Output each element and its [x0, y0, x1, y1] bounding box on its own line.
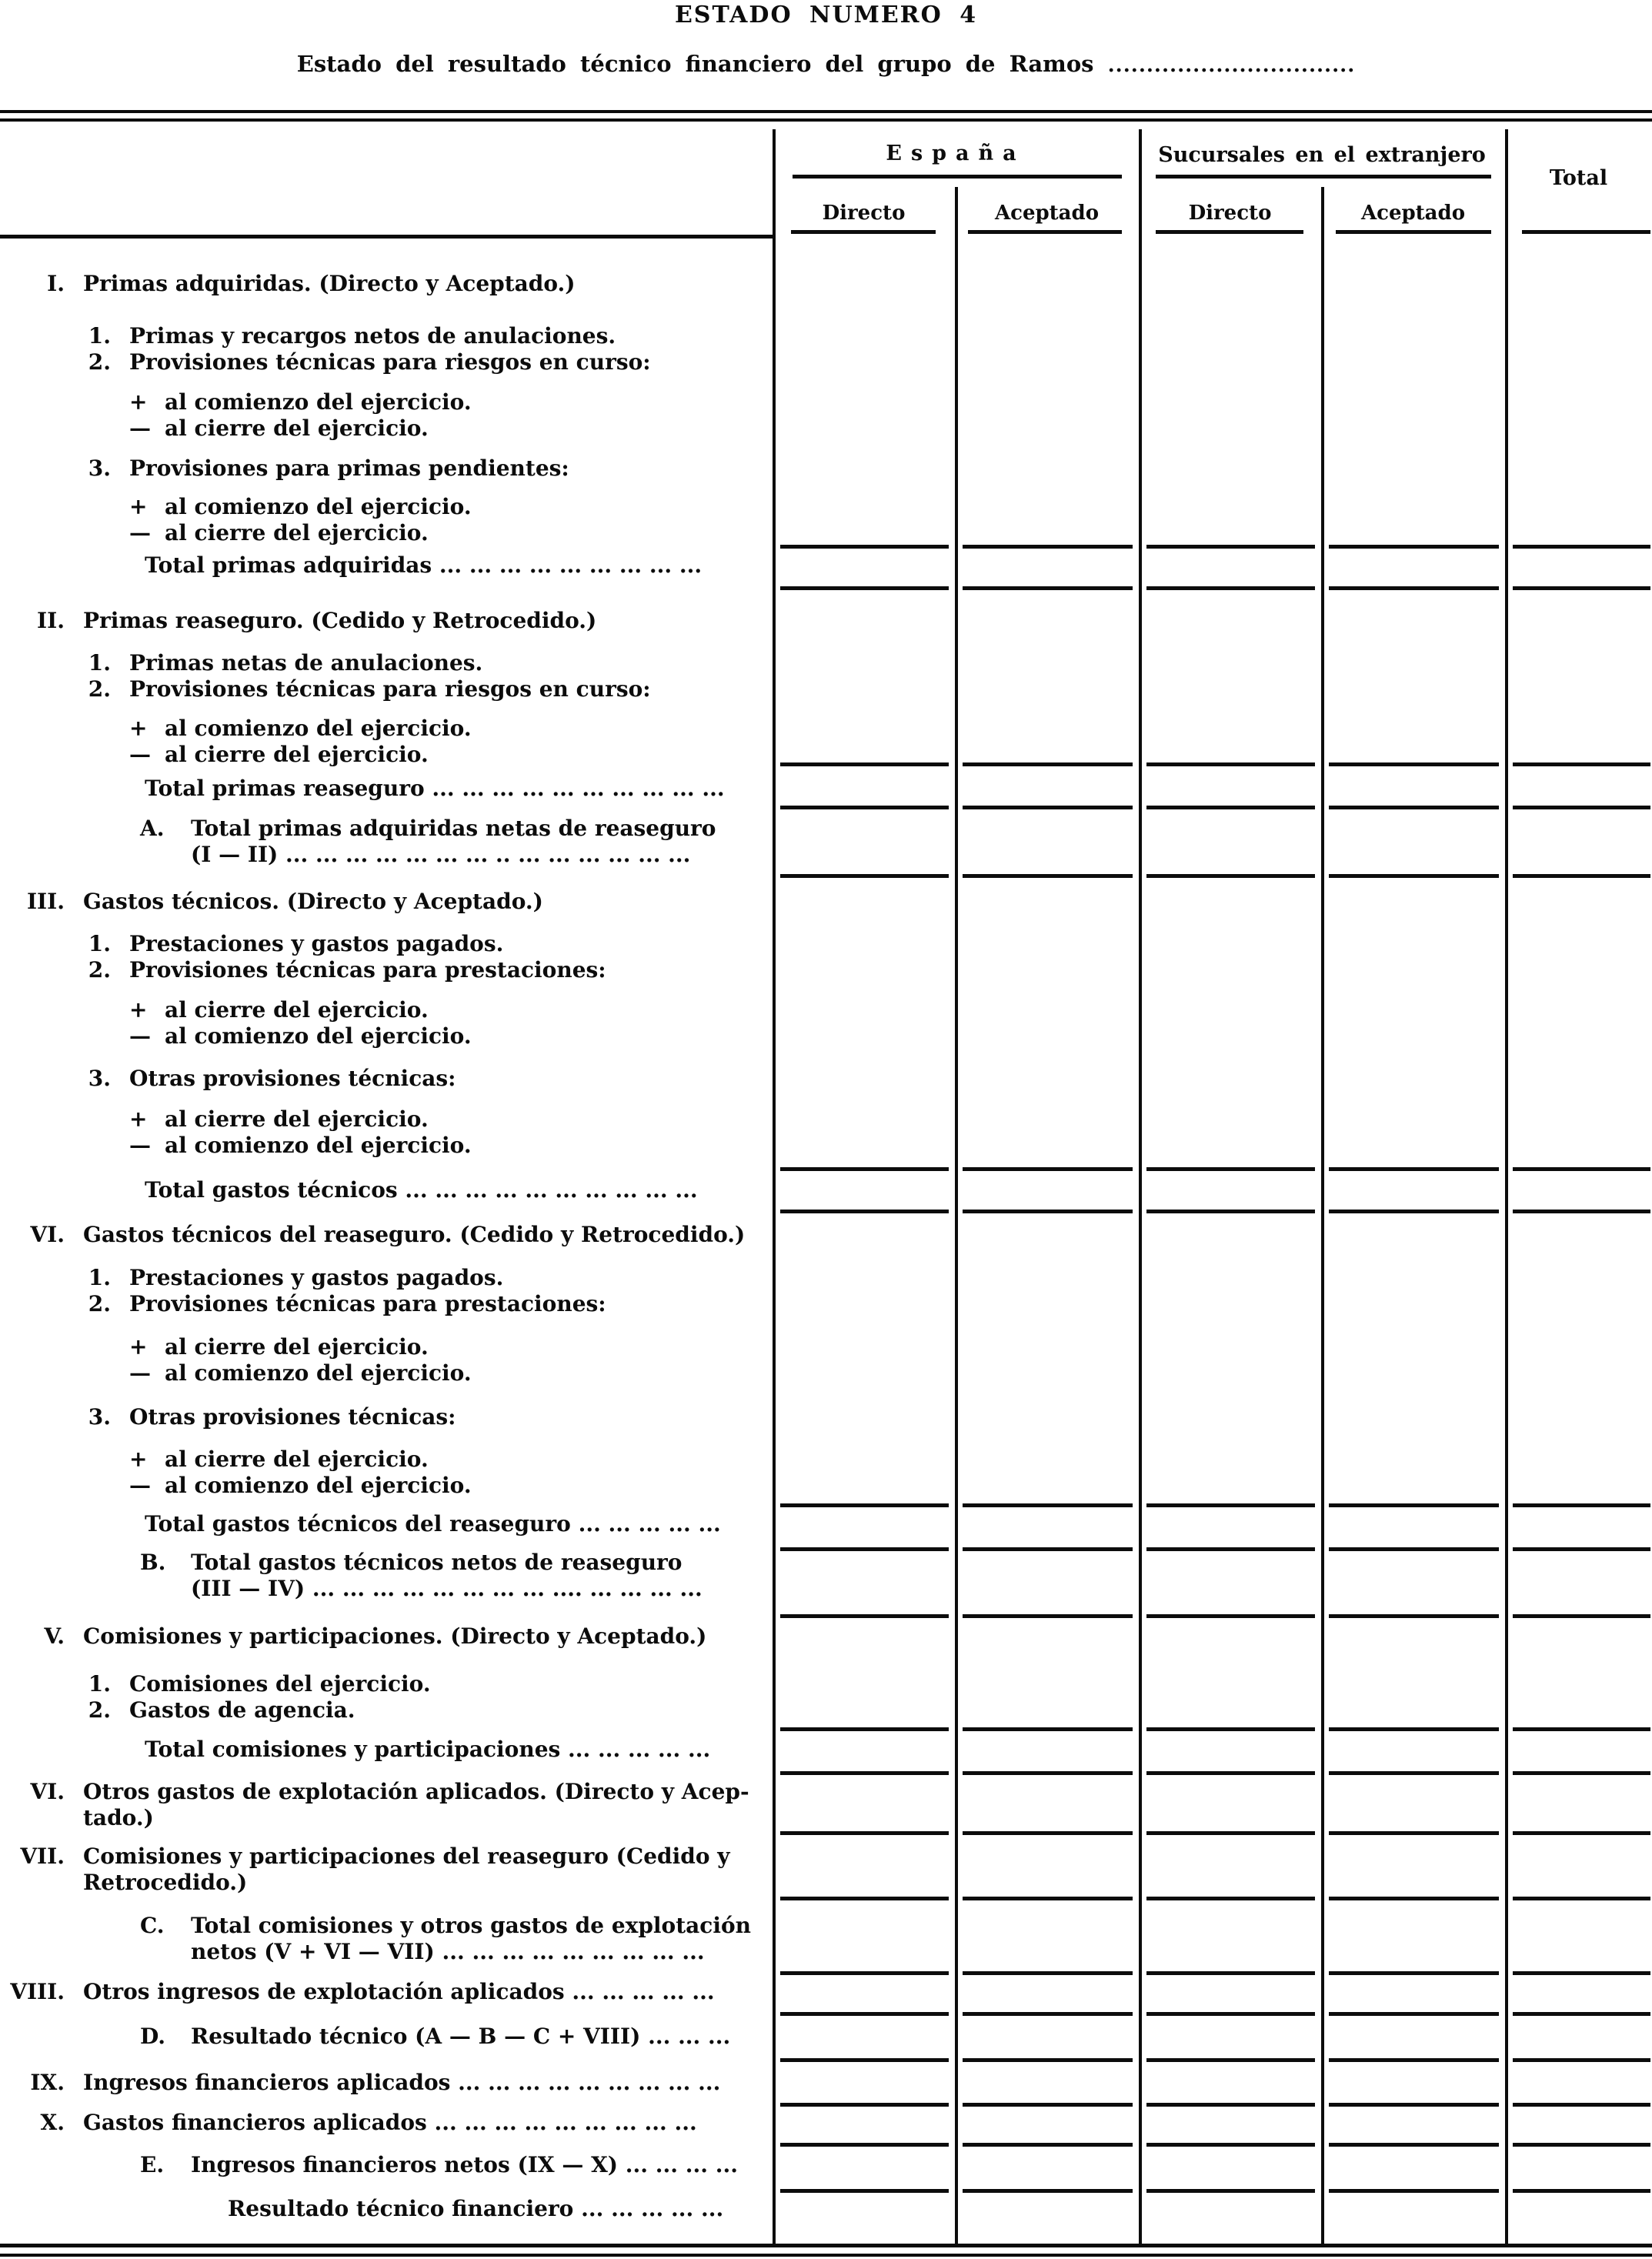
entry-rule — [963, 874, 1133, 878]
entry-rule — [1146, 1727, 1315, 1731]
entry-rule — [963, 1727, 1133, 1731]
entry-rule — [1329, 806, 1499, 809]
row-label: Prestaciones y gastos pagados. — [129, 931, 504, 956]
form-row — [0, 1177, 774, 1203]
form-row — [0, 552, 774, 579]
entry-rule — [1146, 1210, 1315, 1213]
form-row — [0, 2070, 774, 2096]
form-row — [0, 1291, 774, 1317]
row-label: Total comisiones y otros gastos de explotación — [191, 1913, 752, 1938]
entry-rule — [780, 1167, 949, 1171]
entry-rule — [1329, 545, 1499, 549]
row-label: Total comisiones y participaciones ... ... ... ... ... — [145, 1737, 711, 1762]
top-rule-1 — [0, 110, 1652, 113]
entry-rule — [780, 1547, 949, 1551]
row-label: Ingresos financieros netos (IX — X) ... ... ... ... — [191, 2152, 739, 2177]
row-label: Primas reaseguro. (Cedido y Retrocedido.) — [83, 608, 597, 633]
entry-rule — [780, 2189, 949, 2193]
entry-rule — [963, 1897, 1133, 1900]
entry-rule — [963, 1614, 1133, 1618]
row-number: 2. — [88, 1291, 111, 1316]
row-number: VI. — [30, 1222, 65, 1247]
entry-rule — [780, 2058, 949, 2062]
row-label: Total gastos técnicos del reaseguro ... ... ... ... ... — [145, 1511, 721, 1537]
entry-rule — [1329, 2058, 1499, 2062]
row-label: al comienzo del ejercicio. — [165, 389, 472, 415]
entry-rule — [1146, 806, 1315, 809]
entry-rule — [1146, 1971, 1315, 1975]
entry-rule — [780, 1614, 949, 1618]
entry-rule — [780, 1971, 949, 1975]
entry-rule — [1146, 2189, 1315, 2193]
form-row — [0, 776, 774, 802]
form-row — [0, 1779, 774, 1830]
entry-rule — [780, 762, 949, 766]
entry-rule — [1146, 762, 1315, 766]
row-label: Prestaciones y gastos pagados. — [129, 1265, 504, 1290]
bottom-rule-2 — [0, 2254, 1652, 2257]
row-number: — — [129, 742, 151, 767]
entry-rule — [1513, 1727, 1650, 1731]
entry-rule — [1513, 1897, 1650, 1900]
row-number: + — [129, 1446, 148, 1472]
entry-rule — [1513, 874, 1650, 878]
form-row — [0, 1473, 774, 1499]
row-label-line2: tado.) — [83, 1805, 154, 1830]
row-label: Total primas adquiridas ... ... ... ... ... ... ... ... ... — [145, 552, 703, 578]
form-row — [0, 1844, 774, 1895]
form-row — [0, 742, 774, 768]
row-label: Provisiones para primas pendientes: — [129, 455, 569, 481]
entry-rule — [1513, 762, 1650, 766]
row-number: 1. — [88, 1265, 111, 1290]
row-number: V. — [44, 1623, 65, 1649]
entry-rule — [1146, 1614, 1315, 1618]
form-row — [0, 1222, 774, 1248]
entry-rule — [1146, 1547, 1315, 1551]
form-row — [0, 1737, 774, 1763]
form-row — [0, 1446, 774, 1473]
row-label: Gastos de agencia. — [129, 1697, 355, 1723]
row-number: — — [129, 1473, 151, 1498]
bottom-rule-1 — [0, 2244, 1652, 2247]
entry-rule — [780, 1831, 949, 1835]
row-number: VI. — [30, 1779, 65, 1804]
row-label: Comisiones y participaciones. (Directo y Aceptado.) — [83, 1623, 707, 1649]
entry-rule — [1329, 2012, 1499, 2016]
entry-rule — [963, 2012, 1133, 2016]
entry-rule — [963, 2189, 1133, 2193]
entry-rule — [1146, 1167, 1315, 1171]
row-number: — — [129, 1360, 151, 1386]
row-number: IX. — [30, 2070, 65, 2095]
total-underline — [1522, 230, 1650, 234]
top-rule-2 — [0, 118, 1652, 122]
row-label: al cierre del ejercicio. — [165, 1446, 429, 1472]
form-row — [0, 1106, 774, 1133]
row-label: al cierre del ejercicio. — [165, 415, 429, 441]
entry-rule — [1513, 2058, 1650, 2062]
row-label: Total gastos técnicos netos de reaseguro — [191, 1550, 682, 1575]
entry-rule — [963, 806, 1133, 809]
row-number: + — [129, 1334, 148, 1360]
page-subtitle — [0, 51, 1652, 77]
entry-rule — [1513, 806, 1650, 809]
form-row — [0, 494, 774, 520]
entry-rule — [1329, 1727, 1499, 1731]
form-row — [0, 1913, 774, 1964]
form-row — [0, 1511, 774, 1537]
row-number: 1. — [88, 1671, 111, 1697]
form-row — [0, 1623, 774, 1650]
form-row — [0, 415, 774, 442]
entry-rule — [780, 874, 949, 878]
entry-rule — [963, 762, 1133, 766]
row-number: — — [129, 1023, 151, 1049]
entry-rule — [780, 2012, 949, 2016]
row-label: al comienzo del ejercicio. — [165, 494, 472, 519]
row-label: Otras provisiones técnicas: — [129, 1404, 456, 1430]
row-label: al comienzo del ejercicio. — [165, 1473, 472, 1498]
entry-rule — [1146, 2058, 1315, 2062]
row-number: I. — [47, 271, 65, 296]
form-row — [0, 1023, 774, 1049]
form-row — [0, 1671, 774, 1697]
vline-spain-foreign — [1139, 129, 1142, 2244]
form-row — [0, 716, 774, 742]
row-label: al cierre del ejercicio. — [165, 520, 429, 546]
entry-rule — [963, 2143, 1133, 2147]
form-row — [0, 1979, 774, 2005]
entry-rule — [1146, 2143, 1315, 2147]
column-group-foreign-branches: Sucursales en el extranjero — [1158, 143, 1486, 167]
entry-rule — [1329, 874, 1499, 878]
row-label: Total primas reaseguro ... ... ... ... ... ... ... ... ... ... — [145, 776, 725, 801]
row-number: + — [129, 1106, 148, 1132]
entry-rule — [1329, 1897, 1499, 1900]
row-number: C. — [140, 1913, 165, 1938]
row-number: 3. — [88, 455, 111, 481]
form-row — [0, 1265, 774, 1291]
entry-rule — [780, 1897, 949, 1900]
column-foreign-aceptado: Aceptado — [1360, 202, 1466, 225]
row-label: Comisiones y participaciones del reaseguro (Cedido y — [83, 1844, 730, 1869]
entry-rule — [1329, 1547, 1499, 1551]
row-number: 2. — [88, 676, 111, 702]
row-label: Primas adquiridas. (Directo y Aceptado.) — [83, 271, 576, 296]
page-title: ESTADO NUMERO 4 — [674, 2, 978, 28]
form-row — [0, 389, 774, 415]
entry-rule — [1513, 1831, 1650, 1835]
entry-rule — [963, 1971, 1133, 1975]
entry-rule — [963, 1547, 1133, 1551]
row-label: Total primas adquiridas netas de reaseguro — [191, 816, 716, 841]
row-label-line2: Retrocedido.) — [83, 1870, 248, 1895]
spain-aceptado-underline — [968, 230, 1122, 234]
entry-rule — [963, 1831, 1133, 1835]
row-label-line2: netos (V + VI — VII) ... ... ... ... ... ... ... ... ... — [191, 1939, 705, 1964]
row-label-line2: (I — II) ... ... ... ... ... ... ... .. ... ... ... ... ... ... — [191, 842, 691, 867]
row-label: al cierre del ejercicio. — [165, 997, 429, 1023]
row-label: al comienzo del ejercicio. — [165, 716, 472, 741]
row-number: — — [129, 415, 151, 441]
entry-rule — [1146, 1897, 1315, 1900]
row-label: Comisiones del ejercicio. — [129, 1671, 431, 1697]
entry-rule — [780, 2143, 949, 2147]
form-row — [0, 520, 774, 546]
entry-rule — [1146, 586, 1315, 590]
form-row — [0, 608, 774, 634]
row-label: Gastos técnicos. (Directo y Aceptado.) — [83, 889, 543, 914]
row-number: 1. — [88, 323, 111, 349]
row-label: Gastos financieros aplicados ... ... ... ... ... ... ... ... ... — [83, 2110, 697, 2135]
entry-rule — [1146, 1503, 1315, 1507]
row-number: D. — [140, 2024, 166, 2049]
row-number: 2. — [88, 349, 111, 375]
entry-rule — [1513, 1614, 1650, 1618]
entry-rule — [1146, 2103, 1315, 2107]
vline-spain-directo-aceptado — [955, 187, 958, 2244]
row-number: III. — [26, 889, 65, 914]
entry-rule — [963, 1771, 1133, 1775]
row-label: Primas y recargos netos de anulaciones. — [129, 323, 616, 349]
form-row — [0, 1334, 774, 1360]
entry-rule — [1513, 2103, 1650, 2107]
row-label: Provisiones técnicas para prestaciones: — [129, 1291, 606, 1316]
entry-rule — [1146, 545, 1315, 549]
row-label: Resultado técnico financiero ... ... ... ... ... — [228, 2196, 724, 2221]
row-label: Provisiones técnicas para riesgos en curso: — [129, 676, 651, 702]
row-number: X. — [40, 2110, 65, 2135]
row-number: VIII. — [10, 1979, 65, 2004]
entry-rule — [1329, 2103, 1499, 2107]
row-number: 2. — [88, 1697, 111, 1723]
row-number: — — [129, 520, 151, 546]
entry-rule — [963, 1503, 1133, 1507]
entry-rule — [780, 586, 949, 590]
entry-rule — [963, 1210, 1133, 1213]
foreign-underline — [1156, 175, 1491, 179]
entry-rule — [1146, 2012, 1315, 2016]
form-row — [0, 271, 774, 297]
column-foreign-directo: Directo — [1188, 202, 1272, 225]
entry-rule — [963, 1167, 1133, 1171]
form-row — [0, 1360, 774, 1386]
entry-rule — [1146, 874, 1315, 878]
row-number: 1. — [88, 650, 111, 676]
form-row — [0, 1697, 774, 1723]
entry-rule — [1329, 1971, 1499, 1975]
row-number: 3. — [88, 1066, 111, 1091]
entry-rule — [1513, 1210, 1650, 1213]
entry-rule — [963, 586, 1133, 590]
row-number: B. — [140, 1550, 166, 1575]
entry-rule — [1513, 1547, 1650, 1551]
form-row — [0, 2110, 774, 2136]
entry-rule — [780, 545, 949, 549]
entry-rule — [780, 2103, 949, 2107]
form-row — [0, 2196, 774, 2222]
form-row — [0, 889, 774, 915]
column-spain-directo: Directo — [822, 202, 906, 225]
entry-rule — [1329, 762, 1499, 766]
entry-rule — [963, 545, 1133, 549]
vline-foreign-total — [1505, 129, 1508, 2244]
column-spain-aceptado: Aceptado — [994, 202, 1100, 225]
row-label: Otros gastos de explotación aplicados. (Directo y Acep- — [83, 1779, 749, 1804]
form-row — [0, 455, 774, 482]
column-group-total: Total — [1549, 166, 1608, 190]
entry-rule — [1513, 2143, 1650, 2147]
entry-rule — [1329, 586, 1499, 590]
row-number: 3. — [88, 1404, 111, 1430]
row-label: al cierre del ejercicio. — [165, 1334, 429, 1360]
row-number: VII. — [20, 1844, 65, 1869]
form-row — [0, 2024, 774, 2050]
entry-rule — [1513, 545, 1650, 549]
subtitle-text: Estado del resultado técnico financiero del grupo de Ramos — [296, 51, 1094, 77]
row-label: Provisiones técnicas para prestaciones: — [129, 957, 606, 983]
foreign-directo-underline — [1156, 230, 1303, 234]
row-label: Primas netas de anulaciones. — [129, 650, 483, 676]
row-label: Ingresos financieros aplicados ... ... ... ... ... ... ... ... ... — [83, 2070, 721, 2095]
entry-rule — [1329, 1771, 1499, 1775]
spain-underline — [793, 175, 1122, 179]
row-label: Resultado técnico (A — B — C + VIII) ... ... ... — [191, 2024, 731, 2049]
form-row — [0, 816, 774, 867]
row-number: A. — [140, 816, 165, 841]
row-number: + — [129, 716, 148, 741]
entry-rule — [780, 1503, 949, 1507]
entry-rule — [1329, 1503, 1499, 1507]
subtitle-fill-in-dots: ................................ — [1107, 54, 1356, 77]
entry-rule — [963, 2103, 1133, 2107]
entry-rule — [1329, 1210, 1499, 1213]
row-label: Otros ingresos de explotación aplicados ... ... ... ... ... — [83, 1979, 715, 2004]
entry-rule — [1513, 2012, 1650, 2016]
row-label-line2: (III — IV) ... ... ... ... ... ... ... ... .... ... ... ... ... — [191, 1576, 703, 1601]
entry-rule — [780, 1210, 949, 1213]
form-row — [0, 323, 774, 349]
vline-foreign-directo-aceptado — [1321, 187, 1324, 2244]
form-row — [0, 997, 774, 1023]
row-label: al cierre del ejercicio. — [165, 1106, 429, 1132]
row-label: Gastos técnicos del reaseguro. (Cedido y Retrocedido.) — [83, 1222, 746, 1247]
entry-rule — [1513, 1167, 1650, 1171]
entry-rule — [1513, 1503, 1650, 1507]
form-row — [0, 1550, 774, 1601]
form-row — [0, 650, 774, 676]
column-group-spain: España — [886, 142, 1026, 165]
entry-rule — [1329, 2143, 1499, 2147]
entry-rule — [1146, 1771, 1315, 1775]
form-row — [0, 931, 774, 957]
entry-rule — [780, 1727, 949, 1731]
row-number: + — [129, 389, 148, 415]
form-row — [0, 1404, 774, 1430]
form-row — [0, 2152, 774, 2178]
entry-rule — [1513, 586, 1650, 590]
entry-rule — [1329, 1831, 1499, 1835]
row-number: + — [129, 494, 148, 519]
entry-rule — [1329, 1167, 1499, 1171]
row-label: al comienzo del ejercicio. — [165, 1133, 472, 1158]
entry-rule — [1329, 2189, 1499, 2193]
row-number: 1. — [88, 931, 111, 956]
row-label: Provisiones técnicas para riesgos en curso: — [129, 349, 651, 375]
entry-rule — [1146, 1831, 1315, 1835]
row-number: E. — [140, 2152, 165, 2177]
row-number: — — [129, 1133, 151, 1158]
foreign-aceptado-underline — [1336, 230, 1491, 234]
entry-rule — [963, 2058, 1133, 2062]
entry-rule — [1513, 1771, 1650, 1775]
entry-rule — [1513, 2189, 1650, 2193]
row-label: Total gastos técnicos ... ... ... ... ... ... ... ... ... ... — [145, 1177, 698, 1203]
row-label: al comienzo del ejercicio. — [165, 1023, 472, 1049]
form-row — [0, 957, 774, 983]
form-row — [0, 1133, 774, 1159]
spain-directo-underline — [791, 230, 936, 234]
row-number: II. — [37, 608, 65, 633]
form-row — [0, 1066, 774, 1092]
row-number: + — [129, 997, 148, 1023]
row-label: al comienzo del ejercicio. — [165, 1360, 472, 1386]
form-row — [0, 349, 774, 375]
entry-rule — [1513, 1971, 1650, 1975]
row-number: 2. — [88, 957, 111, 983]
label-column-header-rule — [0, 235, 774, 239]
entry-rule — [780, 806, 949, 809]
row-label: Otras provisiones técnicas: — [129, 1066, 456, 1091]
row-label: al cierre del ejercicio. — [165, 742, 429, 767]
form-row — [0, 676, 774, 702]
entry-rule — [780, 1771, 949, 1775]
entry-rule — [1329, 1614, 1499, 1618]
